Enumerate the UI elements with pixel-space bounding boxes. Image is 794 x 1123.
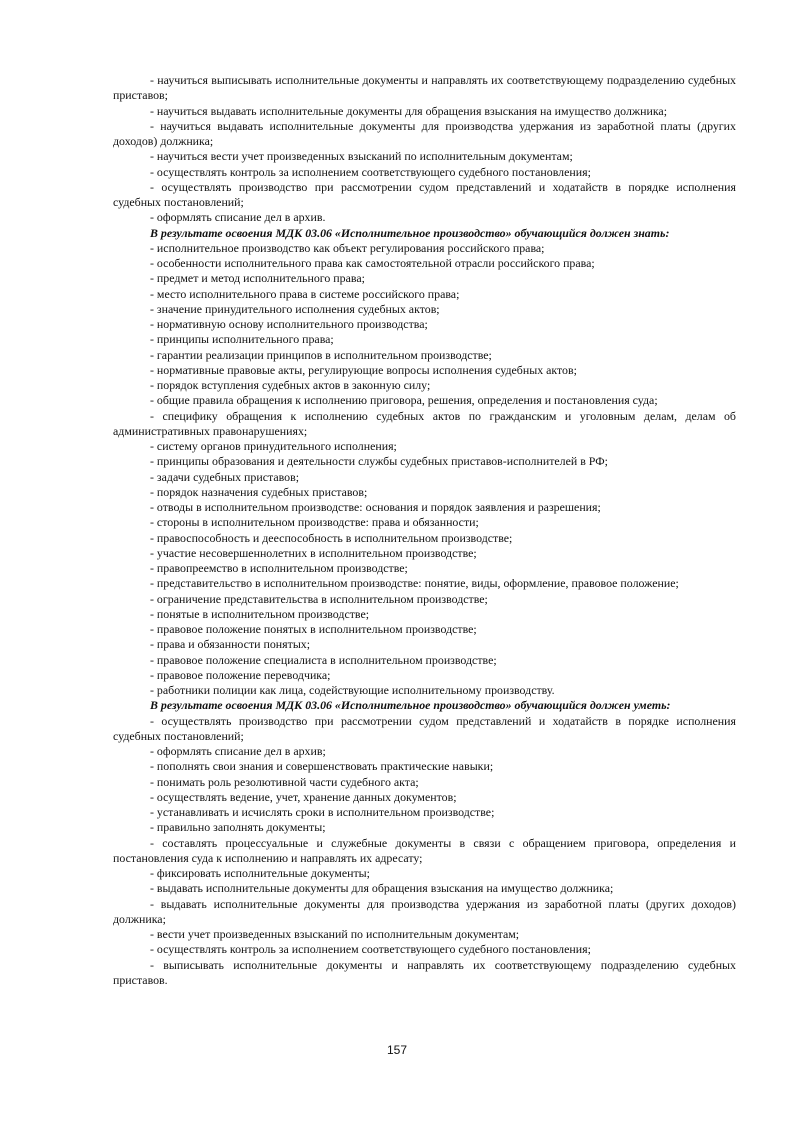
bullet-item: - предмет и метод исполнительного права; [150,271,365,286]
bullet-item: - правовое положение специалиста в исполнительном производстве; [150,652,497,667]
bullet-item: - место исполнительного права в системе российского права; [150,286,460,301]
bullet-item: - осуществлять контроль за исполнением соответствующего судебного постановления; [150,942,591,957]
bullet-item: - работники полиции как лица, содействующие исполнительному производству. [150,683,555,697]
bullet-item: - выдавать исполнительные документы для производства удержания из заработной платы (других доходов) должника; [113,896,736,926]
bullet-item: - осуществлять производство при рассмотрении судом представлений и ходатайств в порядке исполнения судебных постановлений; [113,179,736,209]
bullet-item: - принципы исполнительного права; [150,332,334,347]
bullet-item: - отводы в исполнительном производстве: основания и порядок заявления и разрешения; [150,500,601,514]
bullet-item: - принципы образования и деятельности службы судебных приставов-исполнителей в РФ; [150,454,608,469]
bullet-item: - оформлять списание дел в архив; [150,744,326,758]
bullet-item: - правоспособность и дееспособность в исполнительном производстве; [150,530,513,545]
bullet-item: - представительство в исполнительном производстве: понятие, виды, оформление, правовое положение; [150,576,679,591]
bullet-item: - участие несовершеннолетних в исполнительном производстве; [150,545,477,560]
bullet-item: - нормативные правовые акты, регулирующие вопросы исполнения судебных актов; [150,362,577,377]
bullet-item: - устанавливать и исчислять сроки в исполнительном производстве; [150,805,495,819]
bullet-item: - порядок назначения судебных приставов; [150,484,368,499]
bullet-item: - нормативную основу исполнительного производства; [150,317,428,331]
document-page [113,73,736,988]
page-number: 157 [386,1043,408,1057]
bullet-item: - осуществлять контроль за исполнением соответствующего судебного постановления; [150,164,591,179]
bullet-item: - правильно заполнять документы; [150,820,326,835]
bullet-item: - научиться выписывать исполнительные документы и направлять их соответствующему подразделению судебных приставов; [113,73,736,103]
bullet-item: - понятые в исполнительном производстве; [150,606,370,621]
bullet-item: - задачи судебных приставов; [150,469,300,484]
bullet-item: - научиться вести учет произведенных взысканий по исполнительным документам; [150,149,573,164]
bullet-item: - особенности исполнительного права как самостоятельной отрасли российского права; [150,256,595,270]
bullet-item: - выдавать исполнительные документы для обращения взыскания на имущество должника; [150,881,614,896]
bullet-item: - гарантии реализации принципов в исполнительном производстве; [150,347,492,362]
bullet-item: - пополнять свои знания и совершенствовать практические навыки; [150,759,494,774]
bullet-item: - фиксировать исполнительные документы; [150,866,370,880]
bullet-item: - исполнительное производство как объект регулирования российского права; [150,240,545,255]
bullet-item: - порядок вступления судебных актов в законную силу; [150,378,431,392]
bullet-item: - правовое положение переводчика; [150,667,331,682]
section-heading-know: В результате освоения МДК 03.06 «Исполнительное производство» обучающийся должен знать: [150,225,670,240]
bullet-item: - понимать роль резолютивной части судебного акта; [150,774,419,789]
bullet-item: - правопреемство в исполнительном производстве; [150,561,408,575]
bullet-item: - ограничение представительства в исполнительном производстве; [150,591,488,606]
bullet-item: - правовое положение понятых в исполнительном производстве; [150,622,477,636]
bullet-item: - систему органов принудительного исполнения; [150,439,397,453]
bullet-item: - осуществлять ведение, учет, хранение данных документов; [150,789,457,804]
bullet-item: - права и обязанности понятых; [150,637,311,652]
bullet-item: - выписывать исполнительные документы и направлять их соответствующему подразделению судебных приставов. [113,957,736,987]
section-heading-can: В результате освоения МДК 03.06 «Исполнительное производство» обучающийся должен уметь: [150,698,671,713]
bullet-item: - составлять процессуальные и служебные документы в связи с обращением приговора, определения и постановления суда к исполнению и направлять их адресату; [113,835,736,865]
bullet-item: - вести учет произведенных взысканий по исполнительным документам; [150,927,520,941]
bullet-item: - общие правила обращения к исполнению приговора, решения, определения и постановления суда; [150,393,658,408]
bullet-item: - осуществлять производство при рассмотрении судом представлений и ходатайств в порядке исполнения судебных постановлений; [113,713,736,743]
bullet-item: - научиться выдавать исполнительные документы для производства удержания из заработной платы (других доходов) должника; [113,118,736,148]
bullet-item: - специфику обращения к исполнению судебных актов по гражданским и уголовным делам, делам об административных правонарушениях; [113,408,736,438]
bullet-item: - научиться выдавать исполнительные документы для обращения взыскания на имущество должника; [150,103,668,118]
bullet-item: - стороны в исполнительном производстве: права и обязанности; [150,515,479,530]
bullet-item: - оформлять списание дел в архив. [150,210,326,225]
bullet-item: - значение принудительного исполнения судебных актов; [150,301,440,316]
